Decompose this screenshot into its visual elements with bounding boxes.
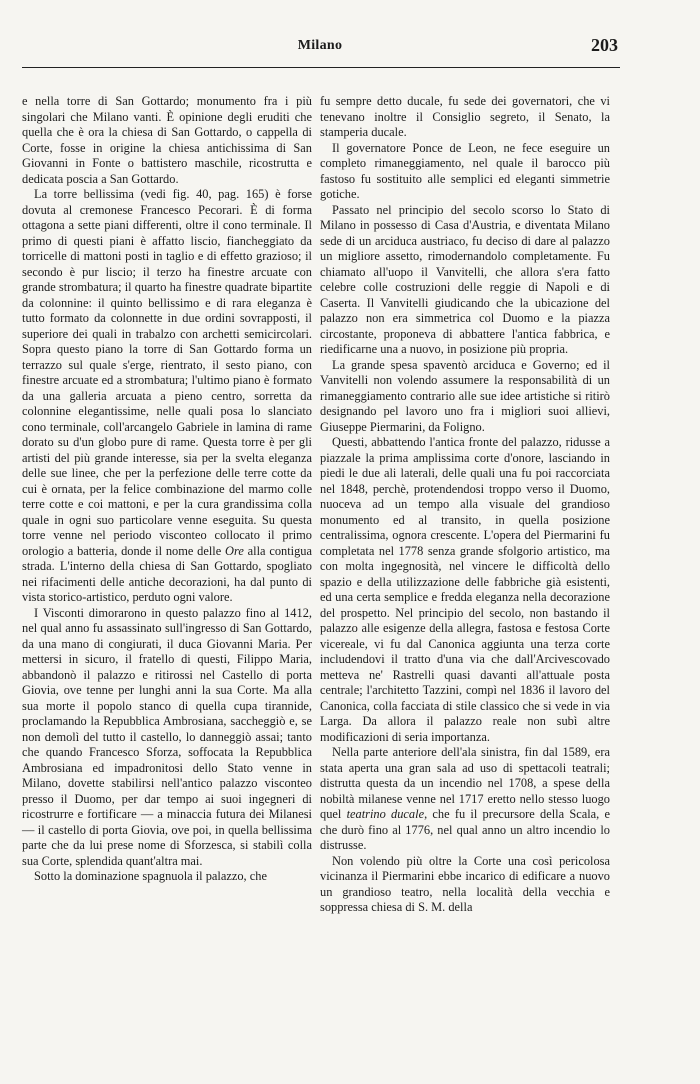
italic-text: teatrino ducale [346,807,425,821]
paragraph-text: La grande spesa spaventò arciduca e Governo; ed il Vanvitelli non volendo assumere la responsabilità di un rimaneggiamento contrario alle sue idee artistiche si ritirò designando pel lavoro uno fra i migliori suoi allievi, Giuseppe Piermarini, da Foligno. [320,357,610,434]
paragraph [22,869,312,885]
paragraph [22,187,312,606]
paragraph-text: Il governatore Ponce de Leon, ne fece eseguire un completo rimaneggiamento, nel quale il barocco più fastoso fu sostituito alle semplici ed eleganti simmetrie gotiche. [320,140,610,201]
paragraph-text: La torre bellissima (vedi fig. 40, pag. 165) è forse dovuta al cremonese Francesco Pecorari. È di forma ottagona a sette piani differenti, oltre il cono terminale. Il primo di questi piani è affatto liscio, fiancheggiato da torricelle di mattoni posti in taglio e di effetto grazioso; il secondo è pur liscio; il terzo ha finestre arcuate con grande strombatura; il quarto ha finestre quadrate bipartite da colonnine: il quinto bellissimo e di rara eleganza è tutto formato da colonnette in due ordini sovrapposti, il superiore dei quali in trabalzo con archetti semicircolari. Sopra questo piano la torre di San Gottardo forma un terrazzo sul quale s'erge, rientrato, il sesto piano, con finestre arcuate ed a strombatura; l'ultimo piano è formato da una galleria arcuata a pieno centro, sorretta da colonnine elegantissime, nelle quali posa lo slanciato cono terminale, coll'arcangelo Gabriele in lamina di rame dorato su d'un globo pure di rame. Questa torre è per gli artisti del più grande interesse, sia per la svelta eleganza delle sue linee, che per la perfezione delle terre cotte da cui è ornata, per la felice combinazione del marmo colle terre cotte e coi mattoni, e per la cura grandissima colla quale in ogni suo particolare venne eseguita. Su questa torre venne nel periodo visconteo collocato il primo orologio a batteria, donde il nome delle [22,187,312,558]
paragraph-text: I Visconti dimorarono in questo palazzo fino al 1412, nel qual anno fu assassinato sull'ingresso di San Gottardo, da una mano di congiurati, il duca Giovanni Maria. Per mettersi in sicuro, il fratello di questi, Filippo Maria, abbandonò il palazzo e ritirossi nel Castello di porta Giovia, ove tenne per lunghi anni la sua Corte. Ma alla sua morte il popolo stanco di quella cupa tirannide, proclamando la Repubblica Ambrosiana, saccheggiò e, se non demolì del tutto il castello, lo danneggiò assai; tanto che quando Francesco Sforza, soffocata la Repubblica Ambrosiana ed impadronitosi dello Stato venne in Milano, dovette stabilirsi nell'antico palazzo visconteo presso il Duomo, per dar tempo ai suoi ingegneri di ricostrurre e fortificare — a minaccia futura dei Milanesi — il castello di porta Giovia, ove poi, in quella bellissima parte che da lui prese nome di Sforzesca, si stabilì colla sua Corte, splendida quant'altra mai. [22,605,312,868]
paragraph-text: , che fu il precursore della Scala, e che durò fino al 1776, nel qual anno un altro incendio lo distrusse. [320,807,610,852]
paragraph-text: Questi, abbattendo l'antica fronte del palazzo, ridusse a piazzale la prima amplissima corte d'onore, lasciando in piedi le due ali laterali, delle quali una fu poi raccorciata nel 1848, perchè, protendendosi troppo verso il Duomo, nuoceva ad un tempo alla visuale del grandioso monumento ed al transito, in quella posizione centralissima, ognora crescente. L'opera del Piermarini fu completata nel 1778 senza grande sfolgorio artistico, ma con molta ingegnosità, nel vincere le difficoltà dello spazio e della utilizzazione delle fabbriche già esistenti, ed una certa semplice e fredda eleganza nella decorazione del prospetto. Nel principio del secolo, non bastando il palazzo alle esigenze della allegra, fastosa e festosa Corte vicereale, vi fu dal Canonica aggiunta una terza corte includendovi il tratto d'una via che dall'Arcivescovado metteva ne' Rastrelli quasi davanti all'attuale posta centrale; l'architetto Tazzini, compì nel 1836 il lavoro del Canonica, colla facciata di stile classico che si vede in via Larga. Da allora il palazzo reale non subì altre modificazioni di seria importanza. [320,435,610,744]
paragraph [320,358,610,436]
italic-text: Ore [225,543,244,558]
paragraph [320,94,610,141]
paragraph-text: Passato nel principio del secolo scorso lo Stato di Milano in possesso di Casa d'Austria, e diventata Milano sede di un arciduca austriaco, fu deciso di dare al palazzo un migliore assetto, rimodernandolo completamente. Fu chiamato all'uopo il Vanvitelli, che allora s'era fatto celebre colle costruzioni delle reggie di Napoli e di Caserta. Il Vanvitelli giudicando che la ubicazione del palazzo non era simmetrica col Duomo e la piazza circostante, proponeva di abbattere l'antica fabbrica, e riedificarne una a nuovo, in posizione più propria. [320,202,610,356]
paragraph-text: alla contigua strada. L'interno della chiesa di San Gottardo, spogliato nei rifacimenti delle antiche decorazioni, ha dal punto di vista storico-artistico, perduto ogni valore. [22,543,312,604]
paragraph [22,606,312,870]
paragraph [320,854,610,916]
paragraph-text: Sotto la dominazione spagnuola il palazzo, che [34,869,267,883]
paragraph-text: Nella parte anteriore dell'ala sinistra, fin dal 1589, era stata aperta una gran sala ad uso di spettacoli teatrali; distrutta questa da un incendio nel 1708, a spese della nobiltà milanese venne nel 1717 eretto nello stesso luogo quel [320,745,610,821]
paragraph [320,745,610,854]
right-text-column [320,94,610,916]
left-text-column [22,94,312,885]
paragraph [320,141,610,203]
paragraph [22,94,312,187]
paragraph [320,435,610,745]
page-number: 203 [591,35,618,55]
paragraph [320,203,610,358]
paragraph-text: e nella torre di San Gottardo; monumento fra i più singolari che Milano vanti. È opinione degli eruditi che quella che è ora la chiesa di San Gottardo, o cappella di Corte, fosse in origine la chiesa antichissima di San Giovanni in Fonte o battistero maschile, ricostrutta e dedicata poscia a San Gottardo. [22,94,312,186]
running-title: Milano [297,38,343,53]
header-rule [22,67,620,68]
page-header [22,32,618,62]
paragraph-text: Non volendo più oltre la Corte una così pericolosa vicinanza il Piermarini ebbe incarico di edificare a nuovo un grandioso teatro, nella località della vecchia e soppressa chiesa di S. M. della [320,853,610,914]
paragraph-text: fu sempre detto ducale, fu sede dei governatori, che vi tenevano inoltre il Consiglio segreto, il Senato, la stamperia ducale. [320,94,610,139]
